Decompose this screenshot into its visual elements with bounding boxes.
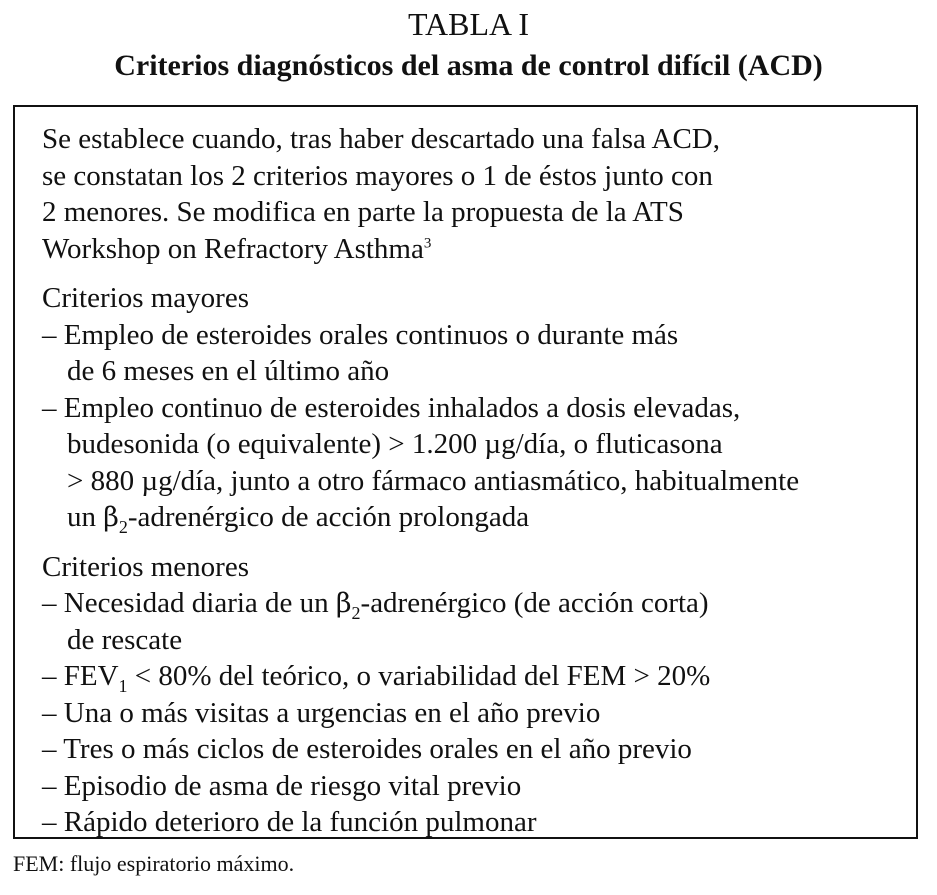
- minor-criterion-3: – Una o más visitas a urgencias en el año previo: [42, 696, 601, 729]
- minor-criterion-1-line-2: de rescate: [67, 623, 183, 656]
- minor-criterion-6: – Rápido deterioro de la función pulmonar: [42, 806, 537, 838]
- intro-last-line-text: Workshop on Refractory Asthma: [42, 232, 424, 265]
- minor-criterion-1: [42, 585, 799, 658]
- major-criterion-1-line-2: de 6 meses en el último año: [67, 355, 390, 387]
- beta-subscript: 2: [351, 602, 361, 623]
- major-criterion-2: [42, 390, 799, 536]
- minor-criterion-1-start: – Necesidad diaria de un: [42, 587, 336, 619]
- major-criterion-2-line-4-end: -adrenérgico de acción prolongada: [127, 501, 530, 533]
- minor-criterion-4: – Tres o más ciclos de esteroides orales en el año previo: [42, 733, 692, 765]
- criteria-content: [42, 121, 799, 841]
- intro-line-3: 2 menores. Se modifica en parte la propuesta de la ATS: [42, 196, 684, 228]
- intro-line-4: [42, 231, 799, 268]
- beta-subscript: 2: [118, 516, 128, 537]
- minor-criterion-1-line-1: [42, 585, 799, 622]
- beta-symbol: β: [103, 502, 119, 533]
- major-criterion-2-line-4: [42, 499, 799, 536]
- footnote: FEM: flujo espiratorio máximo.: [13, 851, 295, 876]
- minor-criteria-heading: Criterios menores: [42, 550, 249, 583]
- minor-criterion-2-end: < 80% del teórico, o variabilidad del FEM > 20%: [127, 660, 711, 692]
- minor-criterion-2: [42, 658, 799, 695]
- minor-criterion-1-end: -adrenérgico (de acción corta): [360, 587, 709, 619]
- fev-subscript: 1: [118, 675, 128, 696]
- beta-symbol: β: [335, 588, 352, 619]
- major-criterion-2-line-1: – Empleo continuo de esteroides inhalados a dosis elevadas,: [42, 391, 741, 424]
- intro-line-1: Se establece cuando, tras haber descartado una falsa ACD,: [42, 123, 721, 155]
- table-title: Criterios diagnósticos del asma de control difícil (ACD): [114, 49, 823, 82]
- minor-criterion-2-start: – FEV: [42, 660, 119, 692]
- intro-line-2: se constatan los 2 criterios mayores o 1 de éstos junto con: [42, 159, 713, 192]
- major-criteria-heading: Criterios mayores: [42, 282, 249, 314]
- major-criteria-section: [42, 280, 799, 536]
- criteria-box: [13, 105, 918, 839]
- intro-paragraph: [42, 121, 799, 267]
- minor-criteria-section: [42, 549, 799, 841]
- reference-superscript: 3: [423, 234, 432, 251]
- major-criterion-1: [42, 317, 799, 390]
- major-criterion-2-line-2: budesonida (o equivalente) > 1.200 µg/día, o fluticasona: [67, 428, 723, 460]
- major-criterion-2-line-4-start: un: [67, 501, 104, 533]
- major-criterion-1-line-1: – Empleo de esteroides orales continuos o durante más: [42, 318, 679, 351]
- major-criterion-2-line-3: > 880 µg/día, junto a otro fármaco antiasmático, habitualmente: [67, 464, 800, 497]
- minor-criterion-5: – Episodio de asma de riesgo vital previo: [42, 769, 522, 802]
- table-number: TABLA I: [408, 6, 529, 42]
